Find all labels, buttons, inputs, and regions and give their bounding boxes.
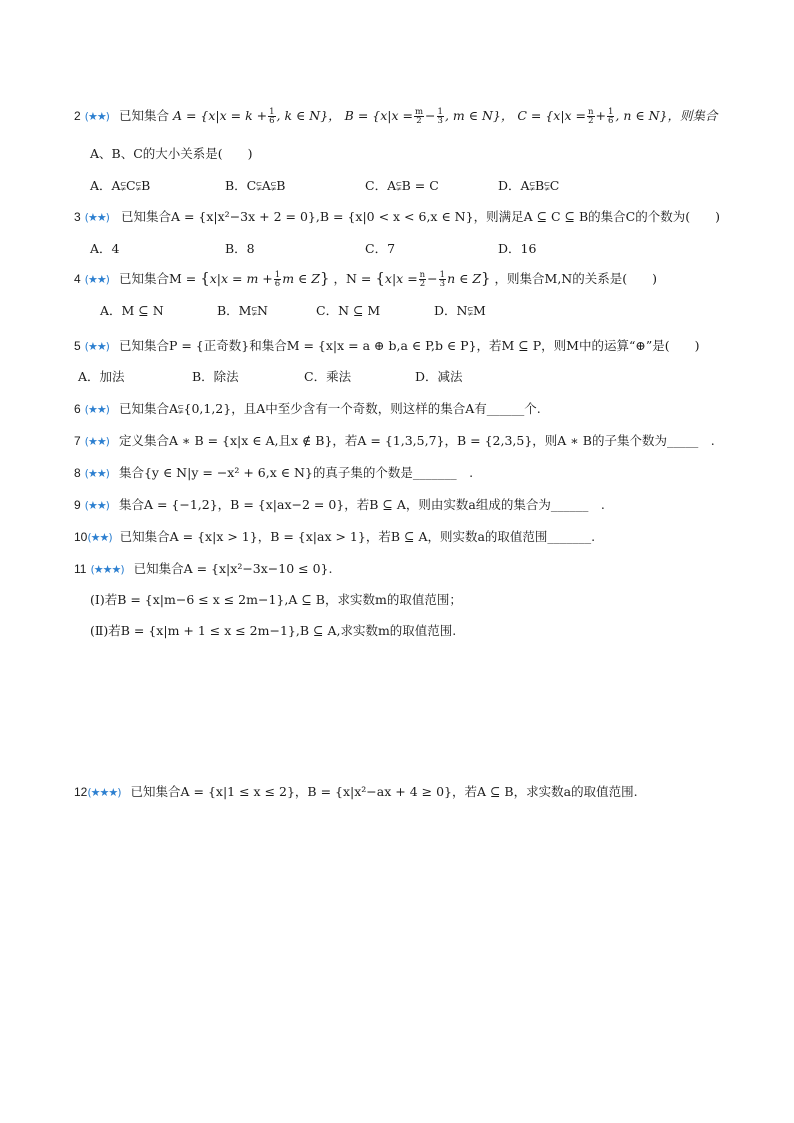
difficulty-stars: (★★) — [84, 273, 109, 286]
question-number: 11 — [74, 562, 87, 576]
set-b-def: B = {x|x = — [344, 108, 413, 123]
fraction: $\frac{n}{2}$ — [588, 107, 594, 126]
fraction: $\frac{m}{2}$ — [414, 107, 424, 126]
set-c-def: C = {x|x = — [517, 108, 587, 123]
option-b: B．C⫋A⫋B — [225, 178, 286, 193]
option-b: B．除法 — [192, 369, 239, 384]
difficulty-stars: (★★) — [84, 110, 109, 123]
question-text: 定义集合A ∗ B = {x|x ∈ A,且x ∉ B}，若A = {1,3,5,7}，B = {2,3,5}，则A ∗ B的子集个数为_____ . — [118, 433, 715, 448]
option-a: A．加法 — [78, 369, 125, 384]
question-9 — [74, 497, 605, 514]
question-10 — [74, 529, 595, 546]
question-number: 12 — [74, 785, 88, 799]
question-text: 已知集合 — [118, 108, 169, 123]
question-11-part-2: (Ⅱ)若B = {x|m + 1 ≤ x ≤ 2m−1},B ⊆ A,求实数m的取值范围. — [90, 623, 457, 638]
option-b: B．M⫋N — [217, 303, 268, 318]
difficulty-stars: (★★) — [84, 467, 109, 480]
question-number: 7 — [74, 434, 81, 448]
question-text: 集合{y ∈ N|y = −x² + 6,x ∈ N}的真子集的个数是_______ . — [118, 465, 474, 480]
question-text: 已知集合A = {x|x²−3x + 2 = 0},B = {x|0 < x < 6,x ∈ N}，则满足A ⊆ C ⊆ B的集合C的个数为( ) — [120, 209, 721, 224]
question-number: 4 — [74, 272, 81, 286]
question-text: 已知集合P = {正奇数}和集合M = {x|x = a ⊕ b,a ∈ P,b ∈ P}，若M ⊆ P，则M中的运算“⊕”是( ) — [118, 338, 700, 353]
difficulty-stars: (★★) — [84, 211, 109, 224]
question-number: 10 — [74, 530, 88, 544]
question-11 — [74, 561, 333, 578]
question-number: 2 — [74, 109, 81, 123]
question-12 — [74, 784, 638, 801]
fraction: $\frac{1}{6}$ — [269, 107, 275, 126]
question-text: 已知集合A⫋{0,1,2}，且A中至少含有一个奇数，则这样的集合A有______个. — [118, 401, 541, 416]
difficulty-stars: (★★) — [84, 499, 109, 512]
set-a-def: A = {x|x = k + — [172, 108, 268, 123]
question-number: 5 — [74, 339, 81, 353]
question-3 — [74, 209, 720, 226]
question-2: 2 (★★) 已知集合 A = {x|x = k + $\frac{1}{6}$ , k ∈ N}， B = {x|x = $\frac{m}{2}$ − $\frac{1}{3}$ , m ∈ N}， C = {x|x = $\frac{n}{2}$ + $\frac{1}{6}$ , n ∈ N}，则集合 — [74, 107, 718, 126]
question-number: 3 — [74, 210, 81, 224]
option-c: C．N ⊆ M — [316, 303, 381, 318]
question-text: 已知集合A = {x|x > 1}，B = {x|ax > 1}，若B ⊆ A，则实数a的取值范围_______. — [119, 529, 596, 544]
fraction: $\frac{1}{6}$ — [608, 107, 614, 126]
question-text: 集合A = {−1,2}，B = {x|ax−2 = 0}，若B ⊆ A，则由实数a组成的集合为______ . — [118, 497, 605, 512]
option-c: C．乘法 — [304, 369, 352, 384]
difficulty-stars: (★★★) — [87, 786, 121, 799]
question-11-part-1: (Ⅰ)若B = {x|m−6 ≤ x ≤ 2m−1},A ⊆ B，求实数m的取值范围； — [90, 592, 462, 607]
difficulty-stars: (★★) — [84, 403, 109, 416]
question-8 — [74, 465, 473, 482]
fraction: $\frac{1}{3}$ — [439, 270, 446, 289]
difficulty-stars: (★★) — [84, 340, 109, 353]
option-d: D．减法 — [415, 369, 463, 384]
question-text: 已知集合A = {x|1 ≤ x ≤ 2}，B = {x|x²−ax + 4 ≥ 0}，若A ⊆ B，求实数a的取值范围. — [130, 784, 638, 799]
question-number: 9 — [74, 498, 81, 512]
option-c: C．7 — [365, 241, 396, 256]
option-d: D．N⫋M — [434, 303, 486, 318]
question-2-line-2: A、B、C的大小关系是( ) — [90, 146, 253, 161]
difficulty-stars: (★★) — [84, 435, 109, 448]
difficulty-stars: (★★★) — [90, 563, 124, 576]
option-b: B．8 — [225, 241, 255, 256]
question-4: 4 (★★) 已知集合M = {x|x = m + $\frac{1}{6}$ m ∈ Z} ，N = {x|x = $\frac{n}{2}$ − $\frac{1}{3}$ n ∈ Z} ，则集合M,N的关系是( ) — [74, 269, 657, 289]
fraction: $\frac{1}{6}$ — [274, 270, 281, 289]
fraction: $\frac{1}{3}$ — [437, 107, 443, 126]
question-6 — [74, 401, 541, 418]
question-5 — [74, 338, 699, 355]
option-a: A．4 — [90, 241, 120, 256]
option-a: A．A⫋C⫋B — [90, 178, 151, 193]
question-text: 已知集合A = {x|x²−3x−10 ≤ 0}. — [133, 561, 333, 576]
option-d: D．16 — [498, 241, 537, 256]
fraction: $\frac{n}{2}$ — [419, 270, 426, 289]
option-a: A．M ⊆ N — [100, 303, 164, 318]
difficulty-stars: (★★) — [87, 531, 112, 544]
question-number: 8 — [74, 466, 81, 480]
question-number: 6 — [74, 402, 81, 416]
question-7 — [74, 433, 715, 450]
option-c: C．A⫋B = C — [365, 178, 439, 193]
option-d: D．A⫋B⫋C — [498, 178, 560, 193]
